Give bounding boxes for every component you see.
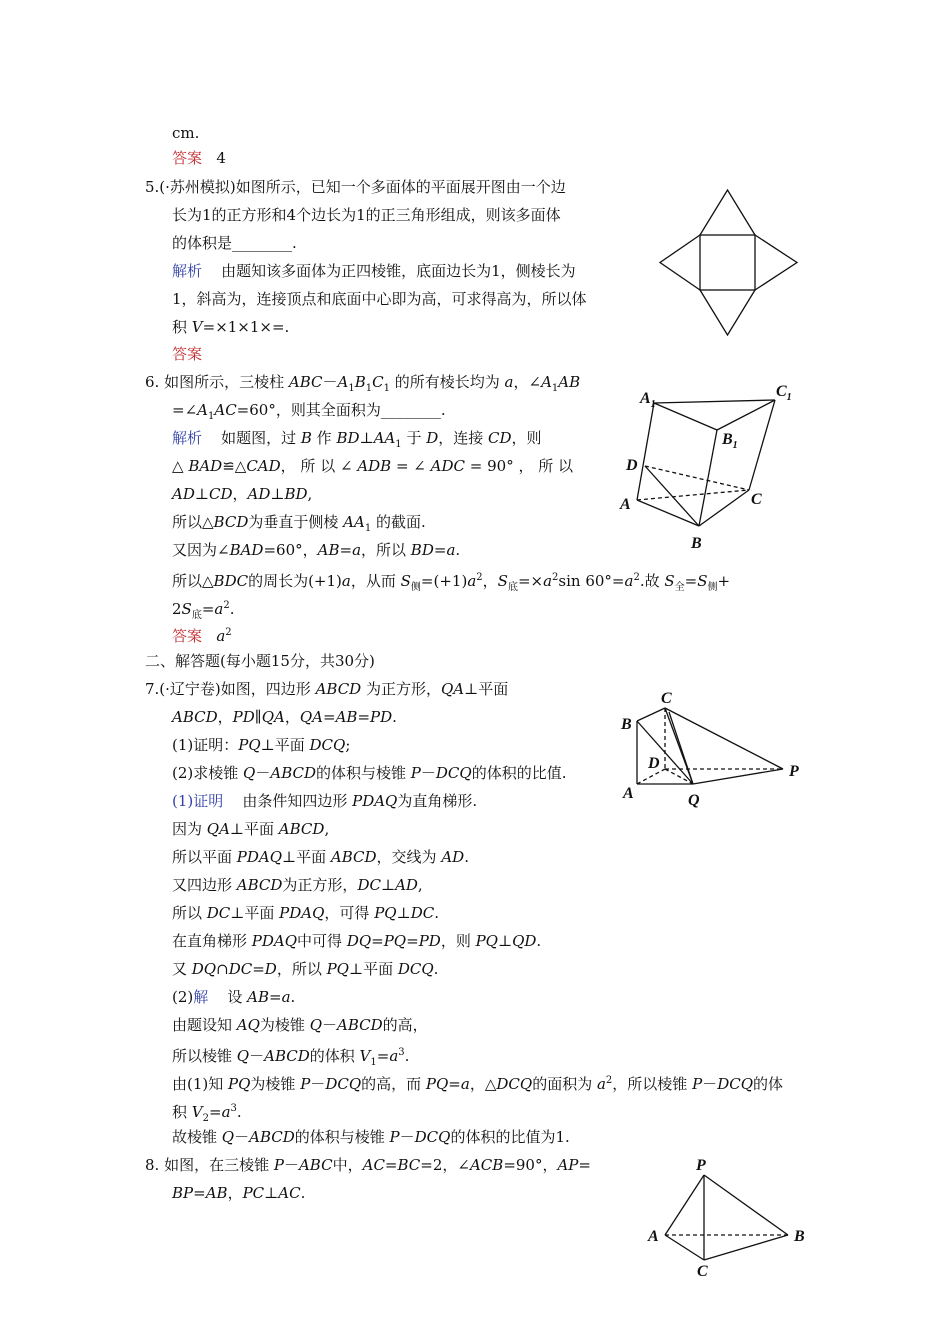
q5-stem: 5.(·苏州模拟)如图所示，已知一个多面体的平面展开图由一个边 xyxy=(145,178,566,196)
q6-analysis-3: AD⊥CD，AD⊥BD, xyxy=(172,485,313,503)
q7-part2: (2)求棱锥 Q－ABCD的体积与棱锥 P－DCQ的体积的比值. xyxy=(172,764,567,782)
prism-diagram xyxy=(612,378,807,553)
solution-label: 解 xyxy=(193,988,209,1006)
section-heading: 二、解答题(每小题15分，共30分) xyxy=(145,652,375,670)
q7-proof-7: 又 DQ∩DC=D，所以 PQ⊥平面 DCQ. xyxy=(172,960,439,978)
q5-line2: 长为1的正方形和4个边长为1的正三角形组成，则该多面体 xyxy=(172,206,561,224)
q6-analysis-2: △ BAD≌△CAD， 所 以 ∠ ADB = ∠ ADC = 90° ， 所 以 xyxy=(172,457,573,475)
label-D: D xyxy=(648,755,660,772)
q8-stem: 8. 如图，在三棱锥 P－ABC中，AC=BC=2，∠ACB=90°，AP= xyxy=(145,1156,591,1174)
q6-answer: 答案 $a^2$ xyxy=(172,627,232,645)
label-C: C xyxy=(751,491,762,508)
q7-solution-6: 故棱锥 Q－ABCD的体积与棱锥 P－DCQ的体积的比值为1. xyxy=(172,1128,570,1146)
q7-solution-1: (2)解 设 AB=a. xyxy=(172,988,296,1006)
q6-analysis-6: 所以△BDC的周长为(+1)a，从而 $S_侧=(+1)a^2$，$S_底=\times a^2\sin$ $60^\circ=a^2$.故 $S_全=S_侧+$ xyxy=(172,572,731,593)
q7-proof-3: 所以平面 PDAQ⊥平面 ABCD，交线为 AD. xyxy=(172,848,469,866)
q8-line2: BP=AB，PC⊥AC. xyxy=(172,1184,306,1202)
analysis-label: 解析 xyxy=(172,429,203,447)
line-1: cm. xyxy=(172,124,200,142)
answer-label: 答案 xyxy=(172,627,203,645)
q7-line2: ABCD，PD∥QA，QA=AB=PD. xyxy=(172,708,397,726)
proof-label: (1)证明 xyxy=(172,792,224,810)
pyramid-diagram xyxy=(615,686,810,811)
label-C: C xyxy=(697,1263,708,1280)
answer-label: 答案 xyxy=(172,149,203,167)
label-A: A xyxy=(623,785,634,802)
tetrahedron-diagram xyxy=(640,1155,815,1280)
label-B: B xyxy=(621,716,632,733)
q7-solution-5: 积 $V_2=a^3$. xyxy=(172,1103,242,1124)
q7-solution-3: 所以棱锥 Q－ABCD的体积 $V_1=a^3$. xyxy=(172,1047,410,1068)
answer-label: 答案 xyxy=(172,345,203,363)
q5-answer xyxy=(172,344,202,364)
net-triangle-bottom xyxy=(700,290,755,335)
q5-analysis: 解析 由题知该多面体为正四棱锥，底面边长为1，侧棱长为 xyxy=(172,262,576,280)
net-diagram xyxy=(655,185,805,345)
net-triangle-left xyxy=(660,235,700,290)
label-A1: $A_1$ xyxy=(640,390,656,410)
q7-proof-2: 因为 QA⊥平面 ABCD, xyxy=(172,820,330,838)
net-triangle-top xyxy=(700,190,755,235)
q5-line3: 的体积是________. xyxy=(172,234,297,252)
q7-proof-4: 又四边形 ABCD为正方形，DC⊥AD, xyxy=(172,876,423,894)
q5-analysis-3: 积 V=×1×1×=. xyxy=(172,318,290,336)
label-D: D xyxy=(626,457,638,474)
label-B1: $B_1$ xyxy=(722,431,738,451)
q6-stem: 6. 如图所示，三棱柱 $ABC-A_1B_1C_1$ 的所有棱长均为 a，$\angle A_1AB$ xyxy=(145,373,581,394)
label-A: A xyxy=(620,496,631,513)
label-C: C xyxy=(661,690,672,707)
q6-analysis: 解析 如题图，过 B 作 $BD\perp AA_1$ 于 D，连接 CD，则 xyxy=(172,429,542,450)
label-Q: Q xyxy=(688,792,700,809)
q6-line2: $=\angle A_1AC=60^\circ$，则其全面积为________. xyxy=(172,401,446,422)
q7-proof-1: (1)证明 由条件知四边形 PDAQ为直角梯形. xyxy=(172,792,478,810)
label-B: B xyxy=(794,1228,805,1245)
net-square xyxy=(700,235,755,290)
q7-stem: 7.(·辽宁卷)如图，四边形 ABCD 为正方形，QA⊥平面 xyxy=(145,680,509,698)
q5-analysis-2: 1，斜高为，连接顶点和底面中心即为高，可求得高为，所以体 xyxy=(172,290,587,308)
label-C1: $C_1$ xyxy=(776,383,792,403)
q7-solution-2: 由题设知 AQ为棱锥 Q－ABCD的高， xyxy=(172,1016,428,1034)
q7-proof-6: 在直角梯形 PDAQ中可得 DQ=PQ=PD，则 PQ⊥QD. xyxy=(172,932,542,950)
q7-proof-5: 所以 DC⊥平面 PDAQ，可得 PQ⊥DC. xyxy=(172,904,439,922)
label-P: P xyxy=(696,1157,706,1174)
label-A: A xyxy=(648,1228,659,1245)
q6-analysis-5: 又因为∠BAD=60°，AB=a，所以 BD=a. xyxy=(172,541,461,559)
label-P: P xyxy=(789,763,799,780)
q7-solution-4: 由(1)知 PQ为棱锥 P－DCQ的高，而 PQ=a，△DCQ的面积为 $a^2$，所以棱锥 P－DCQ的体 xyxy=(172,1075,784,1093)
answer-line: 答案 4 xyxy=(172,149,226,167)
q6-analysis-4: 所以△BCD为垂直于侧棱 $AA_1$ 的截面. xyxy=(172,513,426,534)
analysis-label: 解析 xyxy=(172,262,203,280)
label-B: B xyxy=(691,535,702,552)
q7-part1: (1)证明：PQ⊥平面 DCQ; xyxy=(172,736,351,754)
q6-analysis-7: $2S_底=a^2$. xyxy=(172,600,235,621)
net-triangle-right xyxy=(755,235,797,290)
